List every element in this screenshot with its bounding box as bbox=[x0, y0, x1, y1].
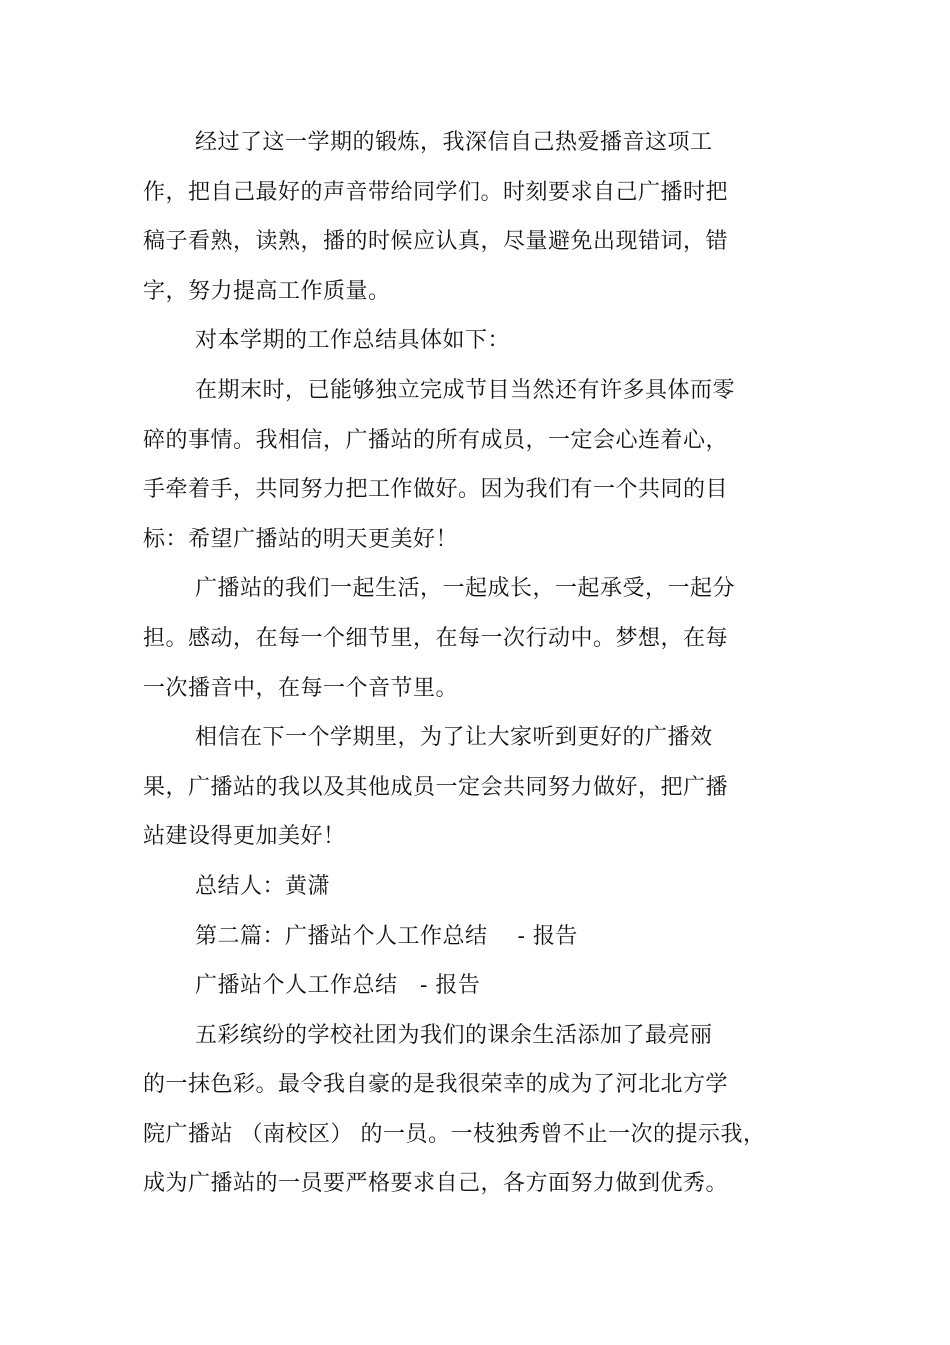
author-line: 总结人：黄潇 bbox=[195, 873, 331, 899]
paragraph-line: 果，广播站的我以及其他成员一定会共同努力做好，把广播 bbox=[143, 774, 729, 800]
paragraph-line: 稿子看熟，读熟，播的时候应认真，尽量避免出现错词，错 bbox=[143, 229, 729, 255]
document-body bbox=[143, 118, 783, 1209]
paragraph-line: 经过了这一学期的锻炼，我深信自己热爱播音这项工 bbox=[195, 130, 713, 155]
paragraph-line: 相信在下一个学期里，为了让大家听到更好的广播效 bbox=[195, 725, 713, 751]
paragraph-line: 五彩缤纷的学校社团为我们的课余生活添加了最亮丽 bbox=[195, 1022, 713, 1048]
paragraph-line: 的一抹色彩。最令我自豪的是我很荣幸的成为了河北北方学 bbox=[143, 1072, 729, 1098]
paragraph-line: 院广播站 （南校区） 的一员。一枝独秀曾不止一次的提示我， bbox=[143, 1121, 766, 1147]
section-heading: 第二篇：广播站个人工作总结 - 报告 bbox=[195, 923, 578, 949]
paragraph-line: 担。感动，在每一个细节里，在每一次行动中。梦想，在每 bbox=[143, 625, 729, 651]
paragraph-line: 作，把自己最好的声音带给同学们。时刻要求自己广播时把 bbox=[143, 179, 729, 205]
paragraph-line: 标：希望广播站的明天更美好！ bbox=[143, 526, 459, 552]
paragraph-line: 对本学期的工作总结具体如下： bbox=[195, 328, 511, 354]
paragraph-line: 广播站的我们一起生活，一起成长，一起承受，一起分 bbox=[195, 576, 736, 602]
paragraph-line: 手牵着手，共同努力把工作做好。因为我们有一个共同的目 bbox=[143, 477, 729, 503]
paragraph-line: 成为广播站的一员要严格要求自己，各方面努力做到优秀。 bbox=[143, 1171, 729, 1197]
paragraph-line: 碎的事情。我相信，广播站的所有成员，一定会心连着心， bbox=[143, 427, 729, 453]
paragraph-line: 字，努力提高工作质量。 bbox=[143, 278, 391, 304]
article-title: 广播站个人工作总结 - 报告 bbox=[195, 973, 481, 999]
paragraph-line: 站建设得更加美好！ bbox=[143, 824, 346, 850]
paragraph-line: 在期末时，已能够独立完成节目当然还有许多具体而零 bbox=[195, 377, 736, 403]
paragraph-line: 一次播音中，在每一个音节里。 bbox=[143, 675, 459, 701]
